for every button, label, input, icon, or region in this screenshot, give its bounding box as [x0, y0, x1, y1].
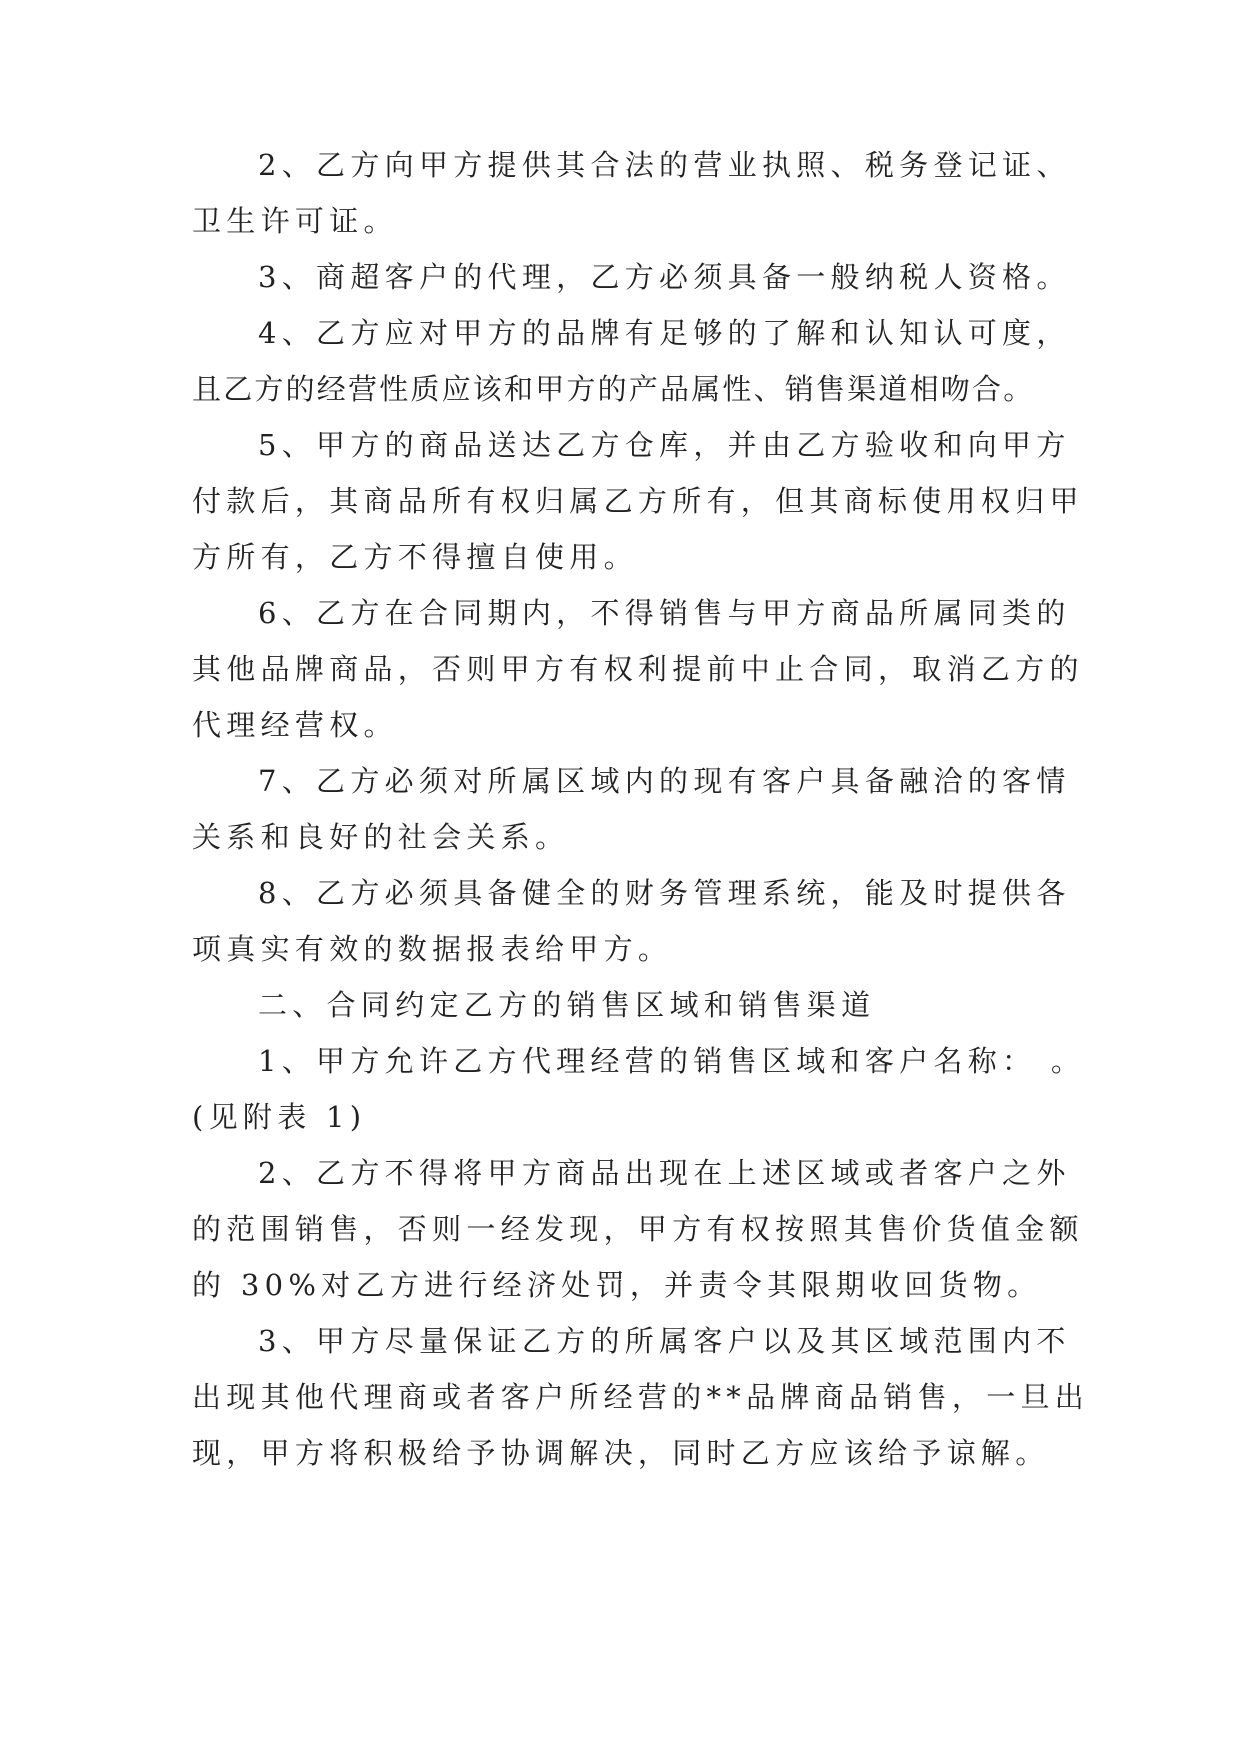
paragraph-6-line-1: 7、乙方必须对所属区域内的现有客户具备融洽的客情	[258, 764, 1071, 798]
paragraph-6-line-2: 关系和良好的社会关系。	[192, 820, 570, 854]
paragraph-10-line-1: 2、乙方不得将甲方商品出现在上述区域或者客户之外	[258, 1156, 1071, 1190]
paragraph-4-line-1: 5、甲方的商品送达乙方仓库，并由乙方验收和向甲方	[258, 428, 1071, 462]
paragraph-4-line-2: 付款后，其商品所有权归属乙方所有，但其商标使用权归甲	[192, 484, 1084, 518]
paragraph-9-line-2: (见附表 1)	[192, 1100, 367, 1134]
paragraph-11-line-1: 3、甲方尽量保证乙方的所属客户以及其区域范围内不	[258, 1324, 1071, 1358]
paragraph-10-line-2: 的范围销售，否则一经发现，甲方有权按照其售价货值金额	[192, 1212, 1084, 1246]
paragraph-5-line-3: 代理经营权。	[192, 708, 398, 742]
paragraph-10-line-3: 的 30%对乙方进行经济处罚，并责令其限期收回货物。	[192, 1268, 1042, 1302]
paragraph-11-line-2: 出现其他代理商或者客户所经营的**品牌商品销售，一旦出	[192, 1380, 1090, 1414]
section-heading-sales-area: 二、合同约定乙方的销售区域和销售渠道	[258, 988, 876, 1022]
paragraph-5-line-1: 6、乙方在合同期内，不得销售与甲方商品所属同类的	[258, 596, 1071, 630]
paragraph-1-line-2: 卫生许可证。	[192, 204, 398, 238]
paragraph-3-line-1: 4、乙方应对甲方的品牌有足够的了解和认知认可度，	[258, 316, 1071, 350]
paragraph-9-line-1: 1、甲方允许乙方代理经营的销售区域和客户名称： 。	[258, 1044, 1086, 1078]
paragraph-11-line-3: 现，甲方将积极给予协调解决，同时乙方应该给予谅解。	[192, 1436, 1050, 1470]
paragraph-1-line-1: 2、乙方向甲方提供其合法的营业执照、税务登记证、	[258, 148, 1071, 182]
paragraph-7-line-2: 项真实有效的数据报表给甲方。	[192, 932, 673, 966]
paragraph-4-line-3: 方所有，乙方不得擅自使用。	[192, 540, 638, 574]
paragraph-2-line-1: 3、商超客户的代理，乙方必须具备一般纳税人资格。	[258, 260, 1071, 294]
paragraph-3-line-2: 且乙方的经营性质应该和甲方的产品属性、销售渠道相吻合。	[192, 372, 1035, 406]
paragraph-5-line-2: 其他品牌商品，否则甲方有权利提前中止合同，取消乙方的	[192, 652, 1084, 686]
paragraph-7-line-1: 8、乙方必须具备健全的财务管理系统，能及时提供各	[258, 876, 1071, 910]
